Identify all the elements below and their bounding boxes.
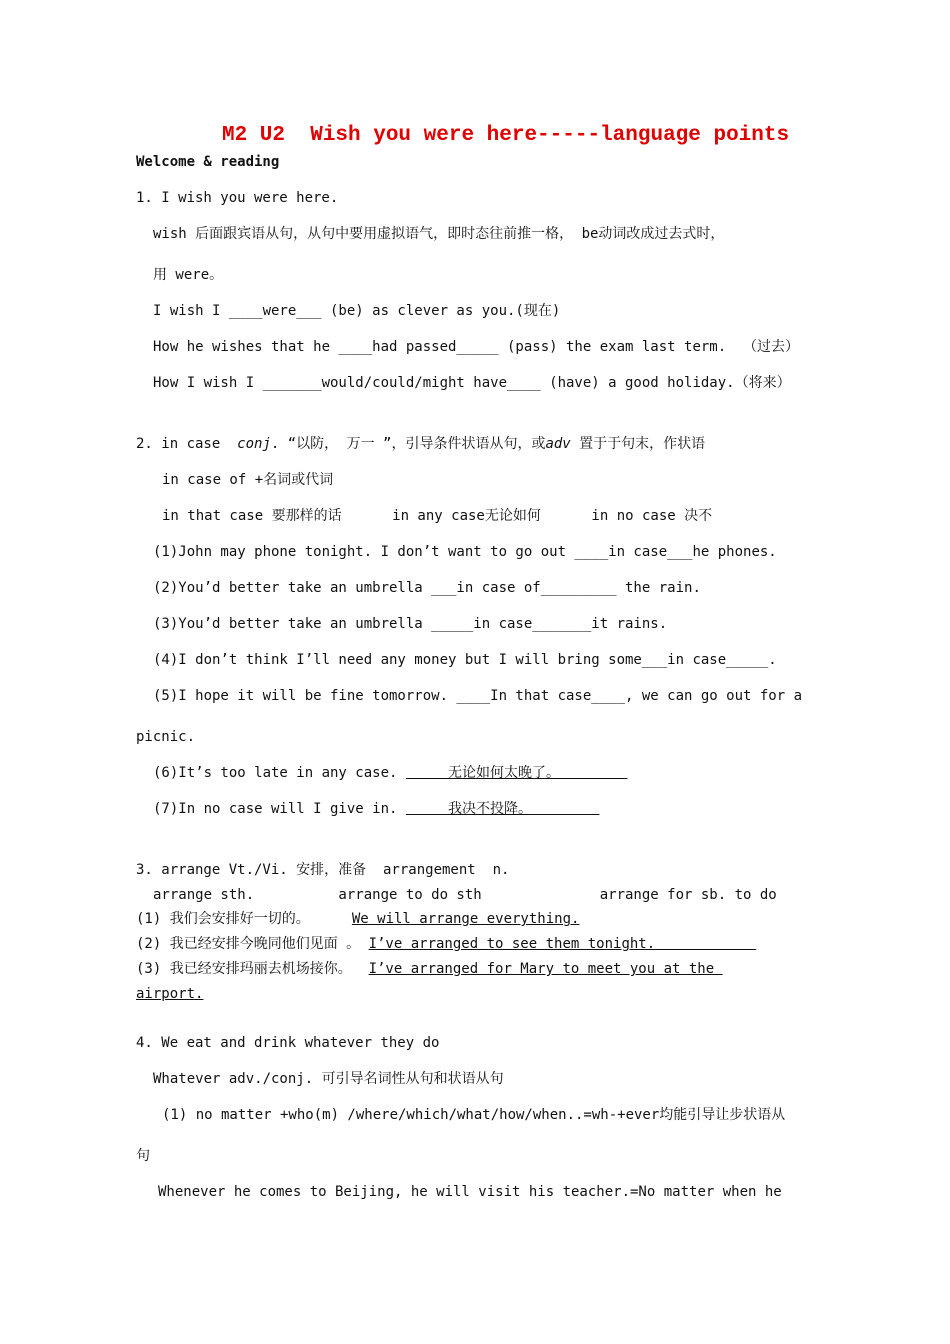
point-3-forms: arrange sth. arrange to do sth arrange for sb. to do [153,887,777,903]
translation-2-answer: I’ve arranged to see them tonight. [368,936,757,952]
exercise-3: (3)You’d better take an umbrella _____in case_______it rains. [153,616,668,632]
section-subtitle: Welcome & reading [136,154,280,170]
exercise-5: (5)I hope it will be fine tomorrow. ____In that case____, we can go out for a [153,688,803,704]
translation-2 [136,935,756,953]
exercise-6 [153,764,627,782]
part-of-speech-conj: conj [237,436,271,452]
point-4-line-1: Whatever adv./conj. 可引导名词性从句和状语从句 [153,1071,504,1087]
point-2-heading-c: 置于于句末，作状语 [570,436,706,452]
translation-1-prompt: (1) 我们会安排好一切的。 [136,911,352,927]
exercise-2: (2)You’d better take an umbrella ___in case of_________ the rain. [153,580,701,596]
point-1-note-cont: 用 were。 [153,267,224,283]
translation-1 [136,910,579,928]
translation-2-prompt: (2) 我已经安排今晚同他们见面 。 [136,936,369,952]
point-1-note: wish 后面跟宾语从句，从句中要用虚拟语气，即时态往前推一格， be动词改成过去式时， [153,226,725,242]
point-4-line-2: (1) no matter +who(m) /where/which/what/how/when..=wh-+ever均能引导让步状语从 [162,1107,786,1123]
translation-3-prompt: (3) 我已经安排玛丽去机场接你。 [136,961,369,977]
exercise-6-sentence: (6)It’s too late in any case. [153,765,406,781]
translation-3 [136,960,723,978]
exercise-5-cont: picnic. [136,729,196,745]
translation-3-answer: I’ve arranged for Mary to meet you at the [368,961,723,977]
point-2-heading-a: 2. in case [136,436,238,452]
translation-1-answer: We will arrange everything. [351,911,580,927]
point-2-heading-b: . “以防， 万一 ”，引导条件状语从句，或 [270,436,546,452]
exercise-7-sentence: (7)In no case will I give in. [153,801,406,817]
point-1-example-3: How I wish I _______would/could/might have____ (have) a good holiday.（将来） [153,375,791,391]
exercise-4: (4)I don’t think I’ll need any money but I will bring some___in case_____. [153,652,777,668]
point-2-line-2: in that case 要那样的话 in any case无论如何 in no case 决不 [162,508,713,524]
part-of-speech-adv: adv [545,436,571,452]
point-1-example-2: How he wishes that he ____had passed_____ (pass) the exam last term. （过去） [153,339,800,355]
page-title: M2 U2 Wish you were here-----language points [222,124,790,147]
point-4-heading: 4. We eat and drink whatever they do [136,1035,440,1051]
exercise-7 [153,800,599,818]
exercise-1: (1)John may phone tonight. I don’t want to go out ____in case___he phones. [153,544,777,560]
point-1-example-1: I wish I ____were___ (be) as clever as you.(现在) [153,303,561,319]
translation-3-answer-cont: airport. [136,986,204,1002]
point-4-line-2-cont: 句 [136,1148,150,1164]
point-3-heading: 3. arrange Vt./Vi. 安排，准备 arrangement n. [136,862,510,878]
point-1-heading: 1. I wish you were here. [136,190,339,206]
point-2-line-1: in case of +名词或代词 [162,472,334,488]
exercise-7-answer: 我决不投降。 [405,801,600,817]
exercise-6-answer: 无论如何太晚了。 [405,765,628,781]
point-4-example: Whenever he comes to Beijing, he will visit his teacher.=No matter when he [158,1184,782,1200]
point-2-heading [136,435,705,453]
